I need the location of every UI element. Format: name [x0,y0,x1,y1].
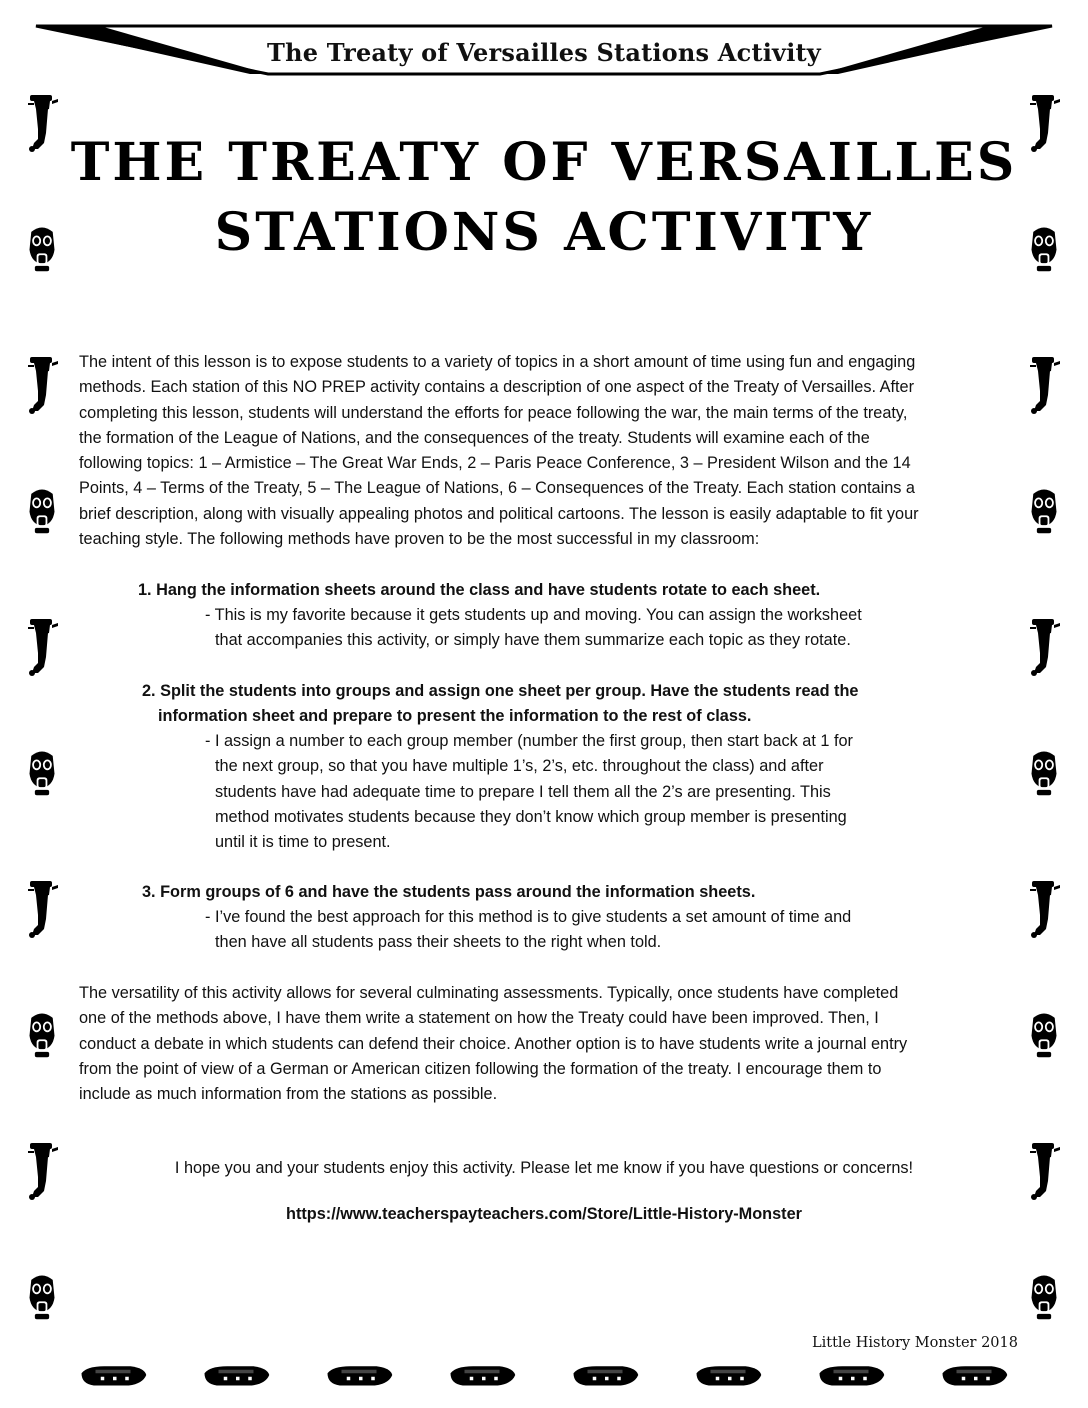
soldier-icon [22,1140,62,1202]
method-desc-line: until it is time to present. [215,833,391,852]
tank-icon [816,1362,886,1388]
method-heading-line: information sheet and prepare to present the information to the rest of class. [158,707,752,726]
method-desc-line: - This is my favorite because it gets students up and moving. You can assign the worksheet [205,606,862,624]
intro-line: completing this lesson, students will understand the efforts for peace following the war, the main terms of the treaty, [79,403,908,422]
method-desc-line: method motivates students because they don’t know which group member is presenting [215,807,847,826]
method-3-description [205,905,935,956]
author-credit: Little History Monster 2018 [812,1335,1018,1351]
gas-mask-icon [22,1271,62,1321]
method-3-heading [142,880,942,905]
soldier-icon [1024,616,1064,678]
method-desc-line: - I’ve found the best approach for this method is to give students a set amount of time and [205,908,852,926]
method-2-description [205,729,935,855]
method-desc-line: - I assign a number to each group member (number the first group, then start back at 1 for [205,732,853,750]
tank-icon [447,1362,517,1388]
tank-icon [693,1362,763,1388]
soldier-icon [1024,92,1064,154]
tank-icon [939,1362,1009,1388]
tank-icon [324,1362,394,1388]
page-title-line-2: STATIONS ACTIVITY [214,202,874,263]
page-title [60,128,1028,268]
soldier-icon [1024,354,1064,416]
soldier-icon [1024,1140,1064,1202]
sign-off-message: I hope you and your students enjoy this activity. Please let me know if you have questions or concerns! [174,1159,914,1177]
tank-icon [78,1362,148,1388]
intro-line: brief description, along with visually appealing photos and political cartoons. The lesson is easily adaptable to fit your [79,504,919,523]
soldier-icon [1024,878,1064,940]
gas-mask-icon [1024,1009,1064,1059]
gas-mask-icon [1024,223,1064,273]
method-heading-line: 3. Form groups of 6 and have the students pass around the information sheets. [142,883,756,901]
closing-line: include as much information from the stations as possible. [79,1085,498,1104]
tank-icon [570,1362,640,1388]
method-1-description [205,603,935,654]
intro-line: Points, 4 – Terms of the Treaty, 5 – The League of Nations, 6 – Consequences of the Treaty. Each station contains a [79,479,915,498]
intro-line: methods. Each station of this NO PREP activity contains a description of one aspect of the Treaty of Versailles. After [79,378,914,397]
page-title-line-1: THE TREATY OF VERSAILLES [70,132,1018,193]
store-url[interactable]: https://www.teacherspayteachers.com/Store/Little-History-Monster [286,1205,802,1223]
gas-mask-icon [22,1009,62,1059]
closing-line: The versatility of this activity allows for several culminating assessments. Typically, once students have completed [79,984,899,1002]
intro-line: The intent of this lesson is to expose students to a variety of topics in a short amount of time using fun and engaging [79,353,916,371]
gas-mask-icon [1024,485,1064,535]
method-2-heading [142,679,942,730]
method-desc-line: the next group, so that you have multiple 1’s, 2’s, etc. throughout the class) and after [215,757,824,776]
gas-mask-icon [1024,1271,1064,1321]
gas-mask-icon [22,485,62,535]
closing-line: from the point of view of a German or American citizen following the formation of the treaty. I encourage them to [79,1059,882,1078]
method-heading-line: 1. Hang the information sheets around the class and have students rotate to each sheet. [138,581,821,599]
soldier-icon [22,92,62,154]
intro-line: the formation of the League of Nations, and the consequences of the treaty. Students will examine each of the [79,428,870,447]
tank-icon [201,1362,271,1388]
banner-title: The Treaty of Versailles Stations Activity [267,38,821,67]
intro-paragraph [79,350,1014,552]
closing-line: conduct a debate in which students can defend their choice. Another option is to have students write a journal entry [79,1034,908,1053]
gas-mask-icon [1024,747,1064,797]
soldier-icon [22,354,62,416]
gas-mask-icon [22,747,62,797]
closing-line: one of the methods above, I have them write a statement on how the Treaty could have been improved. Then, I [79,1009,879,1028]
soldier-icon [22,616,62,678]
gas-mask-icon [22,223,62,273]
method-desc-line: that accompanies this activity, or simply have them summarize each topic as they rotate. [215,631,851,650]
soldier-icon [22,878,62,940]
method-heading-line: 2. Split the students into groups and assign one sheet per group. Have the students read the [142,682,859,700]
intro-line: teaching style. The following methods have proven to be the most successful in my classroom: [79,530,760,549]
method-1-heading [138,578,938,603]
closing-paragraph [79,981,1014,1107]
method-desc-line: then have all students pass their sheets to the right when told. [215,933,662,952]
intro-line: following topics: 1 – Armistice – The Great War Ends, 2 – Paris Peace Conference, 3 – President Wilson and the 14 [79,454,911,473]
method-desc-line: students have had adequate time to prepare I tell them all the 2’s are presenting. This [215,782,831,801]
